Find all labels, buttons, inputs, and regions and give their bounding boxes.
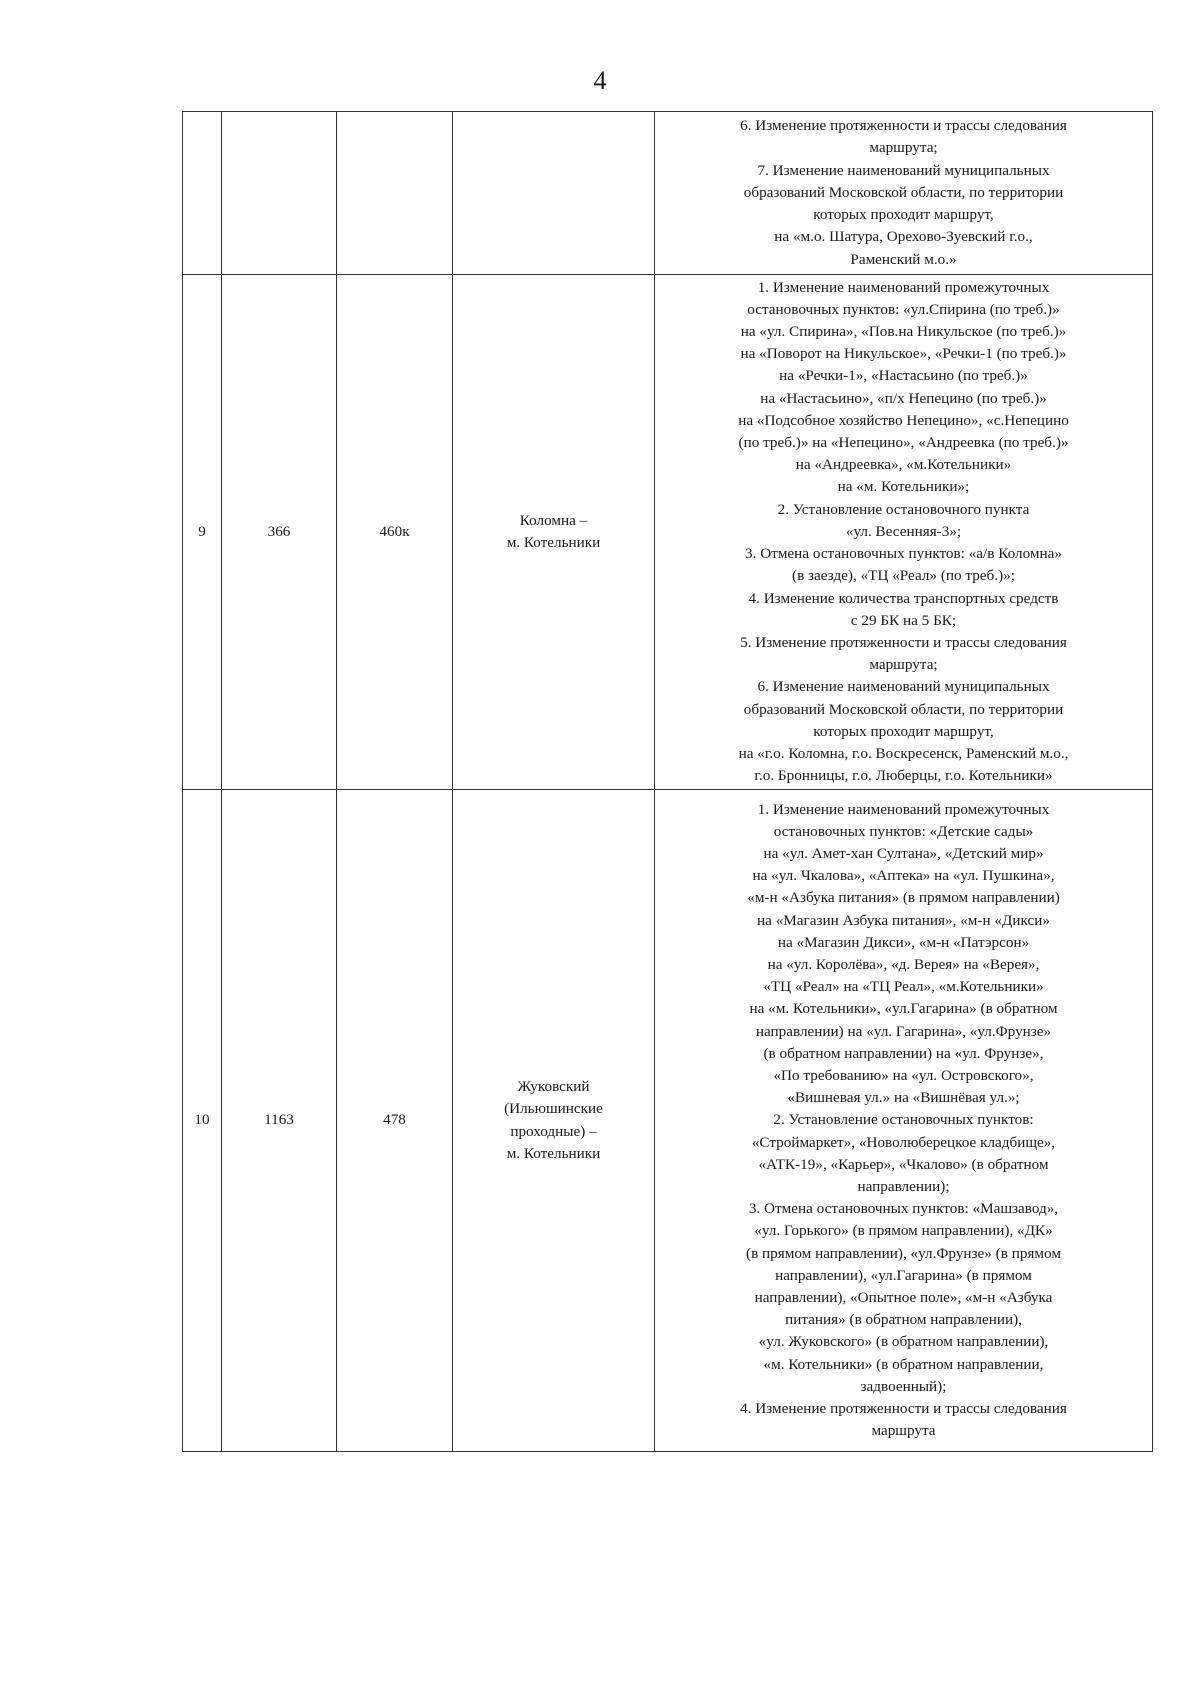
changes-cell <box>655 112 1153 275</box>
change-line: «ул. Весенняя-3»; <box>845 522 962 540</box>
change-line: 4. Изменение протяженности и трассы следования <box>740 1400 1067 1418</box>
change-line: маршрута <box>871 1422 936 1440</box>
change-line: «ТЦ «Реал» на «ТЦ Реал», «м.Котельники» <box>763 978 1044 996</box>
route-number-cell <box>337 112 453 275</box>
change-line: на «ул. Амет-хан Султана», «Детский мир» <box>763 844 1044 862</box>
row-number-cell <box>183 112 222 275</box>
row-number-cell: 10 <box>183 790 222 1452</box>
change-line: Раменский м.о.» <box>850 250 957 268</box>
change-line: с 29 БК на 5 БК; <box>850 611 957 629</box>
change-line: 2. Установление остановочного пункта <box>777 500 1030 518</box>
registration-number-cell <box>222 112 337 275</box>
change-line: остановочных пунктов: «ул.Спирина (по треб.)» <box>747 300 1060 318</box>
change-line: 3. Отмена остановочных пунктов: «а/в Коломна» <box>745 545 1062 563</box>
change-line: на «Подсобное хозяйство Непецино», «с.Непецино <box>738 411 1069 429</box>
route-name-line: проходные) – <box>510 1122 597 1140</box>
change-line: 2. Установление остановочных пунктов: <box>773 1111 1034 1129</box>
changes-cell <box>655 790 1153 1452</box>
registration-number-cell: 1163 <box>222 790 337 1452</box>
change-line: «ул. Горького» (в прямом направлении), «ДК» <box>754 1222 1053 1240</box>
change-line: 7. Изменение наименований муниципальных <box>757 161 1050 179</box>
change-line: на «ул. Чкалова», «Аптека» на «ул. Пушкина», <box>752 867 1055 885</box>
change-line: «м. Котельники» (в обратном направлении, <box>763 1355 1044 1373</box>
route-number-cell: 478 <box>337 790 453 1452</box>
change-line: которых проходит маршрут, <box>813 206 994 224</box>
table-row-10 <box>183 790 1153 1452</box>
change-line: (в заезде), «ТЦ «Реал» (по треб.)»; <box>792 567 1015 585</box>
change-line: (в прямом направлении), «ул.Фрунзе» (в прямом <box>746 1244 1061 1262</box>
change-line: маршрута; <box>869 656 938 674</box>
row-number-cell: 9 <box>183 275 222 790</box>
change-line: 3. Отмена остановочных пунктов: «Машзавод», <box>748 1200 1059 1218</box>
change-line: «Строймаркет», «Новолюберецкое кладбище», <box>751 1133 1056 1151</box>
change-line: на «Речки-1», «Настасьино (по треб.)» <box>779 367 1028 385</box>
route-changes-table <box>182 111 1153 1452</box>
route-name-line: Коломна – <box>519 511 588 529</box>
route-name-cell <box>453 112 655 275</box>
change-line: 6. Изменение протяженности и трассы следования <box>740 117 1067 135</box>
change-line: «м-н «Азбука питания» (в прямом направлении) <box>747 889 1060 907</box>
change-line: «ул. Жуковского» (в обратном направлении), <box>758 1333 1049 1351</box>
table-row-continued <box>183 112 1153 275</box>
change-line: (в обратном направлении) на «ул. Фрунзе», <box>763 1044 1044 1062</box>
route-name-line: м. Котельники <box>506 534 601 551</box>
change-line: 6. Изменение наименований муниципальных <box>757 678 1050 696</box>
change-line: на «Настасьино», «п/х Непецино (по треб.)» <box>760 389 1047 407</box>
change-line: направлении), «ул.Гагарина» (в прямом <box>775 1266 1032 1284</box>
change-line: 1. Изменение наименований промежуточных <box>757 800 1050 818</box>
route-name-line: м. Котельники <box>506 1144 601 1162</box>
change-line: на «Андреевка», «м.Котельники» <box>795 456 1012 474</box>
change-line: задвоенный); <box>860 1377 947 1395</box>
change-line: 4. Изменение количества транспортных средств <box>748 589 1059 607</box>
change-line: остановочных пунктов: «Детские сады» <box>773 822 1034 840</box>
change-line: на «м. Котельники», «ул.Гагарина» (в обратном <box>749 1000 1058 1018</box>
change-line: которых проходит маршрут, <box>813 722 994 740</box>
change-line: «Вишневая ул.» на «Вишнёвая ул.»; <box>787 1089 1020 1107</box>
change-line: «АТК-19», «Карьер», «Чкалово» (в обратном <box>758 1155 1049 1173</box>
change-line: г.о. Бронницы, г.о. Люберцы, г.о. Котельники» <box>754 767 1053 785</box>
route-number-cell: 460к <box>337 275 453 790</box>
change-line: «По требованию» на «ул. Островского», <box>773 1066 1034 1084</box>
change-line: на «Магазин Азбука питания», «м-н «Дикси» <box>757 911 1050 929</box>
route-name-cell <box>453 790 655 1452</box>
change-line: 5. Изменение протяженности и трассы следования <box>740 633 1067 651</box>
route-name-line: (Ильюшинские <box>504 1100 603 1118</box>
change-line: образований Московской области, по территории <box>743 700 1064 718</box>
table-row-9 <box>183 275 1153 790</box>
change-line: на «м. Котельники»; <box>837 478 970 496</box>
registration-number-cell: 366 <box>222 275 337 790</box>
change-line: питания» (в обратном направлении), <box>785 1311 1022 1329</box>
change-line: направлении); <box>857 1178 950 1195</box>
page-number: 4 <box>593 66 607 95</box>
change-line: 1. Изменение наименований промежуточных <box>757 278 1050 296</box>
change-line: направлении) на «ул. Гагарина», «ул.Фрунзе» <box>755 1022 1052 1040</box>
change-line: на «ул. Спирина», «Пов.на Никульское (по треб.)» <box>740 323 1067 341</box>
route-name-cell <box>453 275 655 790</box>
change-line: маршрута; <box>869 139 938 157</box>
change-line: (по треб.)» на «Непецино», «Андреевка (по треб.)» <box>738 434 1069 452</box>
changes-cell <box>655 275 1153 790</box>
change-line: направлении), «Опытное поле», «м-н «Азбука <box>754 1289 1053 1307</box>
change-line: на «Поворот на Никульское», «Речки-1 (по треб.)» <box>740 345 1067 363</box>
change-line: образований Московской области, по территории <box>743 183 1064 201</box>
change-line: на «ул. Королёва», «д. Верея» на «Верея», <box>767 955 1040 973</box>
change-line: на «г.о. Коломна, г.о. Воскресенск, Раменский м.о., <box>738 744 1069 762</box>
change-line: на «м.о. Шатура, Орехово-Зуевский г.о., <box>774 228 1033 246</box>
change-line: на «Магазин Дикси», «м-н «Патэрсон» <box>777 933 1030 951</box>
route-name-line: Жуковский <box>517 1078 590 1096</box>
